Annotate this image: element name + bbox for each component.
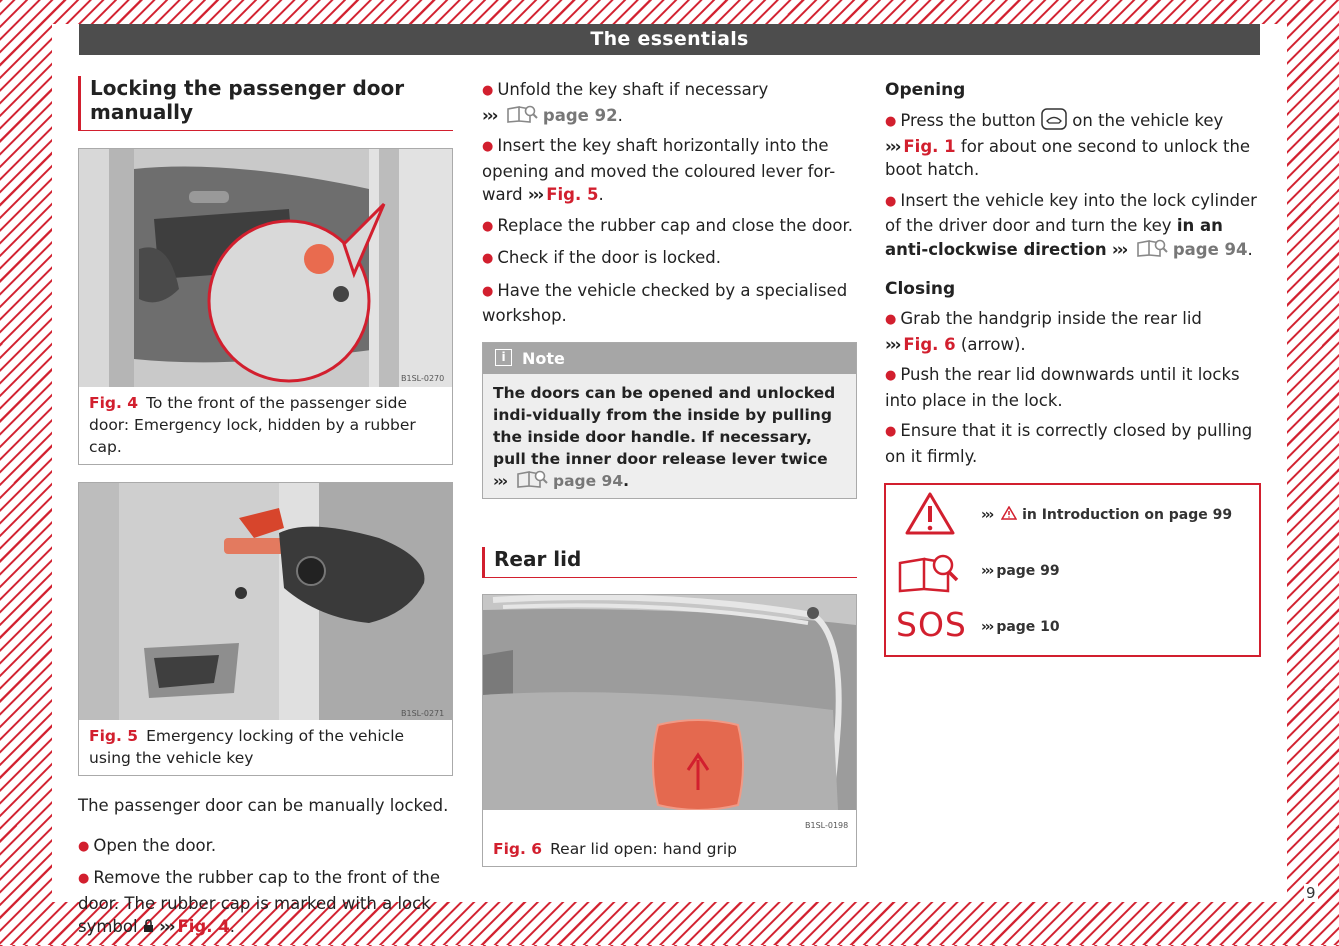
warning-ref-1[interactable] xyxy=(981,505,1232,525)
column-middle xyxy=(482,78,857,867)
note-heading-text: Note xyxy=(522,348,565,368)
list-item-text: Unfold the key shaft if necessary xyxy=(497,80,769,99)
emphasis-text: in an anti-clockwise direction xyxy=(885,216,1223,259)
section-title-locking: Locking the passenger door manually xyxy=(78,76,453,131)
lock-icon xyxy=(143,919,154,933)
list-item-text: Insert the key shaft horizontally into the opening and moved the coloured lever for-ward xyxy=(482,136,836,204)
arrow-icon: ››› xyxy=(981,507,993,523)
warning-triangle-icon xyxy=(896,489,966,539)
page-92-link[interactable]: page 92 xyxy=(542,105,618,125)
list-item-text: Replace the rubber cap and close the door. xyxy=(497,215,853,235)
fig-1-link[interactable]: Fig. 1 xyxy=(903,136,956,156)
figure-6-code: B1SL-0198 xyxy=(805,820,849,830)
book-search-icon xyxy=(1136,239,1168,257)
figure-6-caption-text: Rear lid open: hand grip xyxy=(550,839,737,858)
page-number: 9 xyxy=(1306,884,1316,902)
figure-5-label: Fig. 5 xyxy=(89,727,139,745)
list-item-text: Check if the door is locked. xyxy=(497,248,722,267)
boot-release-button-icon xyxy=(1041,108,1067,130)
figure-6-image xyxy=(483,595,856,833)
list-item-text: Grab the handgrip inside the rear lid xyxy=(900,309,1202,328)
list-item: ● Insert the key shaft horizontally into the opening and moved the coloured lever for-ward ››› Fig. 5. xyxy=(482,134,857,207)
fig-5-link[interactable]: Fig. 5 xyxy=(546,185,599,204)
intro-paragraph: The passenger door can be manually locked. xyxy=(78,796,449,815)
warning-row xyxy=(886,489,1259,545)
list-item xyxy=(482,214,857,240)
warning-ref-3[interactable] xyxy=(981,617,1060,637)
section-title-rear-lid: Rear lid xyxy=(482,547,857,578)
warning-row xyxy=(886,545,1259,601)
figure-4-caption-text: To the front of the passenger side door: Emergency lock, hidden by a rubber cap. xyxy=(89,394,416,456)
list-item xyxy=(885,419,1260,468)
arrow-icon: ››› xyxy=(482,105,497,125)
list-item-text: Push the rear lid downwards until it locks into place in the lock. xyxy=(885,365,1240,410)
info-icon: i xyxy=(495,349,512,366)
fig-4-link[interactable]: Fig. 4 xyxy=(177,917,230,936)
arrow-icon: ››› xyxy=(981,563,993,579)
column-right xyxy=(885,78,1260,475)
closing-title: Closing xyxy=(885,279,956,299)
list-item-text: Insert the vehicle key into the lock cylinder of the driver door and turn the key xyxy=(885,190,1257,235)
figure-6-label: Fig. 6 xyxy=(493,839,543,858)
figure-6-caption xyxy=(483,833,856,866)
note-body: The doors can be opened and unlocked indi-vidually from the inside by pulling the inside door handle. If necessary, pull the inner door release lever twice ››› page 94. xyxy=(493,383,836,490)
arrow-icon: ››› xyxy=(981,619,993,635)
arrow-icon: ››› xyxy=(493,471,507,490)
arrow-icon: ››› xyxy=(159,917,174,936)
opening-title: Opening xyxy=(885,80,966,100)
list-item: ● Unfold the key shaft if necessary ››› page 92. xyxy=(482,78,857,127)
arrow-icon: ››› xyxy=(527,185,543,204)
figure-5-image xyxy=(79,483,452,720)
arrow-icon: ››› xyxy=(885,136,900,156)
figure-4-code: B1SL-0270 xyxy=(401,374,445,383)
warning-ref-1-text: in Introduction on page 99 xyxy=(1022,507,1233,523)
book-search-icon xyxy=(516,470,548,488)
book-search-icon xyxy=(506,105,538,123)
list-item-text: Ensure that it is correctly closed by pulling on it firmly. xyxy=(885,421,1253,466)
column-left xyxy=(78,76,453,946)
figure-5-caption xyxy=(79,720,452,775)
warning-row xyxy=(886,601,1259,657)
figure-5 xyxy=(78,482,453,776)
list-item xyxy=(885,307,1260,356)
warning-ref-2-text: page 99 xyxy=(996,563,1060,579)
list-item-text: on the vehicle key xyxy=(1072,111,1224,130)
list-item xyxy=(885,108,1260,182)
warning-ref-3-text: page 10 xyxy=(996,619,1060,635)
figure-4-image xyxy=(79,149,452,387)
figure-4 xyxy=(78,148,453,465)
list-item-text: (arrow). xyxy=(960,334,1026,354)
list-item xyxy=(885,363,1260,412)
fig-6-link[interactable]: Fig. 6 xyxy=(903,334,956,354)
list-item-text: Have the vehicle checked by a specialised workshop. xyxy=(482,280,848,325)
list-item xyxy=(482,246,857,272)
list-item xyxy=(482,279,857,328)
arrow-icon: ››› xyxy=(885,334,900,354)
note-heading xyxy=(483,343,856,374)
figure-5-caption-text: Emergency locking of the vehicle using the vehicle key xyxy=(89,727,405,767)
figure-5-code: B1SL-0271 xyxy=(401,709,445,718)
sos-icon: SOS xyxy=(896,605,967,644)
list-item-text: Open the door. xyxy=(93,835,217,855)
book-search-large-icon xyxy=(896,547,966,597)
note-box xyxy=(482,342,857,499)
warning-small-icon xyxy=(1001,506,1017,520)
list-item-text: Press the button xyxy=(900,111,1036,130)
figure-6 xyxy=(482,594,857,867)
figure-4-caption xyxy=(79,387,452,464)
page-94-link[interactable]: page 94 xyxy=(552,471,624,490)
list-item-text: Remove the rubber cap to the front of the door. The rubber cap is marked with a lock symbol xyxy=(78,868,440,936)
list-item: ● Remove the rubber cap to the front of the door. The rubber cap is marked with a lock symbol ››› Fig. 4. xyxy=(78,866,453,939)
warning-reference-box xyxy=(884,483,1261,657)
arrow-icon: ››› xyxy=(1111,239,1127,259)
list-item-text: for about one second to unlock the boot hatch. xyxy=(885,136,1251,179)
page-header: The essentials xyxy=(79,24,1260,55)
list-item: ● Insert the vehicle key into the lock cylinder of the driver door and turn the key in an anti-clockwise direction ››› page 94. xyxy=(885,189,1260,262)
figure-4-label: Fig. 4 xyxy=(89,394,139,412)
list-item xyxy=(78,834,453,860)
note-text: The doors can be opened and unlocked indi-vidually from the inside by pulling the inside door handle. If necessary, pull the inner door release lever twice xyxy=(493,383,836,468)
page-94-link[interactable]: page 94 xyxy=(1172,239,1248,259)
warning-ref-2[interactable] xyxy=(981,561,1060,581)
